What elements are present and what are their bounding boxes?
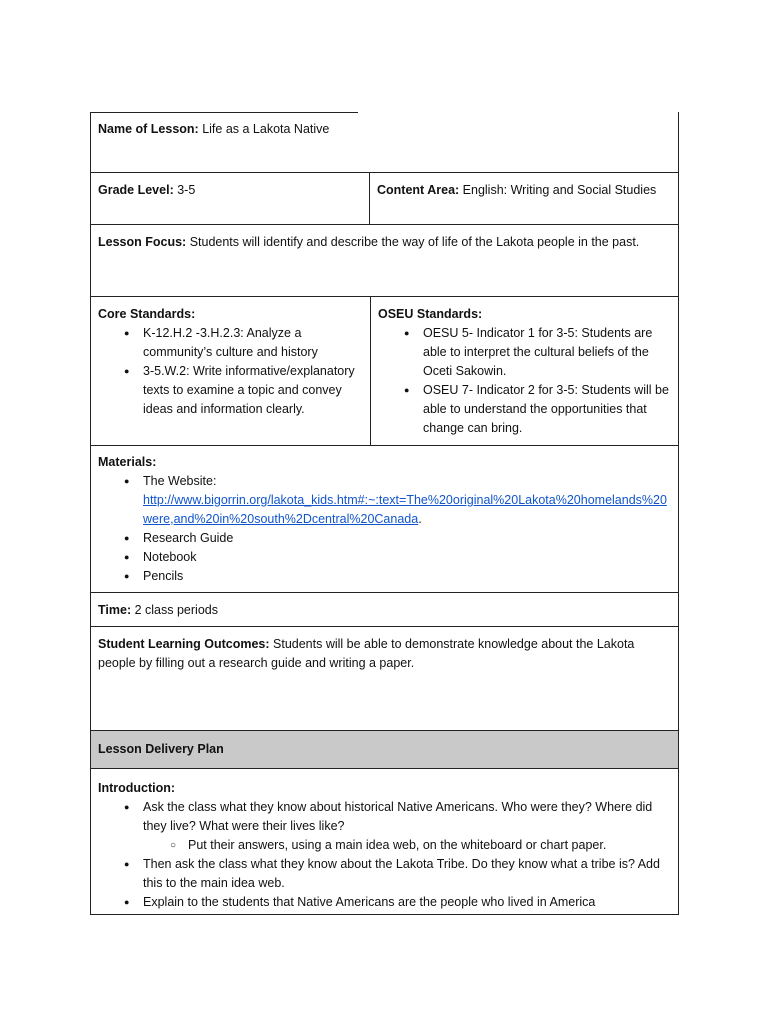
oseu-standards-list [378,324,672,438]
introduction-item-text: Ask the class what they know about historical Native Americans. Who were they? Where did they live? What were their lives like? [143,800,653,833]
introduction-label: Introduction: [98,781,176,795]
website-label: The Website: [143,474,217,488]
grade-level-label: Grade Level: [98,183,174,197]
materials-item: ● Research Guide [98,529,671,548]
lesson-focus-row [90,225,679,297]
introduction-sublist [143,836,671,855]
core-standard-item: ● 3-5.W.2: Write informative/explanatory texts to examine a topic and convey ideas and information clearly. [98,362,363,419]
time-value: 2 class periods [131,603,218,617]
grade-level-value: 3-5 [173,183,196,197]
introduction-item [98,798,671,855]
standards-row [90,297,679,446]
materials-list [98,472,671,586]
grade-content-row [90,173,679,225]
introduction-list [98,798,671,912]
materials-website-item [98,472,671,529]
introduction-item: ● Then ask the class what they know about the Lakota Tribe. Do they know what a tribe is? Add this to the main idea web. [98,855,671,893]
time-row [90,593,679,627]
content-area-cell [370,173,679,224]
outcomes-label: Student Learning Outcomes: [98,637,270,651]
materials-item: ● Pencils [98,567,671,586]
core-standard-item: ● K-12.H.2 -3.H.2.3: Analyze a community’s culture and history [98,324,363,362]
outcomes-value: Students will be able to demonstrate knowledge about the Lakota people by filling out a research guide and writing a paper. [98,637,635,670]
lesson-name-label: Name of Lesson: [98,122,199,136]
core-standards-cell [91,297,371,445]
time-label: Time: [98,603,132,617]
introduction-item: ● Explain to the students that Native Americans are the people who lived in America [98,893,671,912]
grade-level-cell [91,173,370,224]
introduction-row [90,769,679,915]
oseu-standard-item: ● OESU 5- Indicator 1 for 3-5: Students are able to interpret the cultural beliefs of the Oceti Sakowin. [378,324,672,381]
oseu-standard-item: ● OSEU 7- Indicator 2 for 3-5: Students will be able to understand the opportunities that change can bring. [378,381,672,438]
materials-item: ● Notebook [98,548,671,567]
core-standards-list [98,324,363,419]
oseu-standards-label: OSEU Standards: [378,307,483,321]
delivery-plan-header [90,731,679,769]
lesson-name-value: Life as a Lakota Native [198,122,330,136]
delivery-plan-label: Lesson Delivery Plan [98,742,224,756]
content-area-label: Content Area: [377,183,460,197]
website-link[interactable]: http://www.bigorrin.org/lakota_kids.htm#:~:text=The%20original%20Lakota%20homelands%20were,and%20in%20south%2Dcentral%20Canada [143,493,667,526]
materials-row [90,446,679,593]
lesson-focus-label: Lesson Focus: [98,235,187,249]
lesson-focus-value: Students will identify and describe the way of life of the Lakota people in the past. [186,235,640,249]
introduction-subitem: ○ Put their answers, using a main idea web, on the whiteboard or chart paper. [143,836,671,855]
website-trailing: . [418,512,422,526]
lesson-name-row [90,112,679,173]
core-standards-label: Core Standards: [98,307,196,321]
oseu-standards-cell [370,297,679,445]
materials-label: Materials: [98,455,157,469]
content-area-value: English: Writing and Social Studies [459,183,657,197]
outcomes-row [90,627,679,731]
